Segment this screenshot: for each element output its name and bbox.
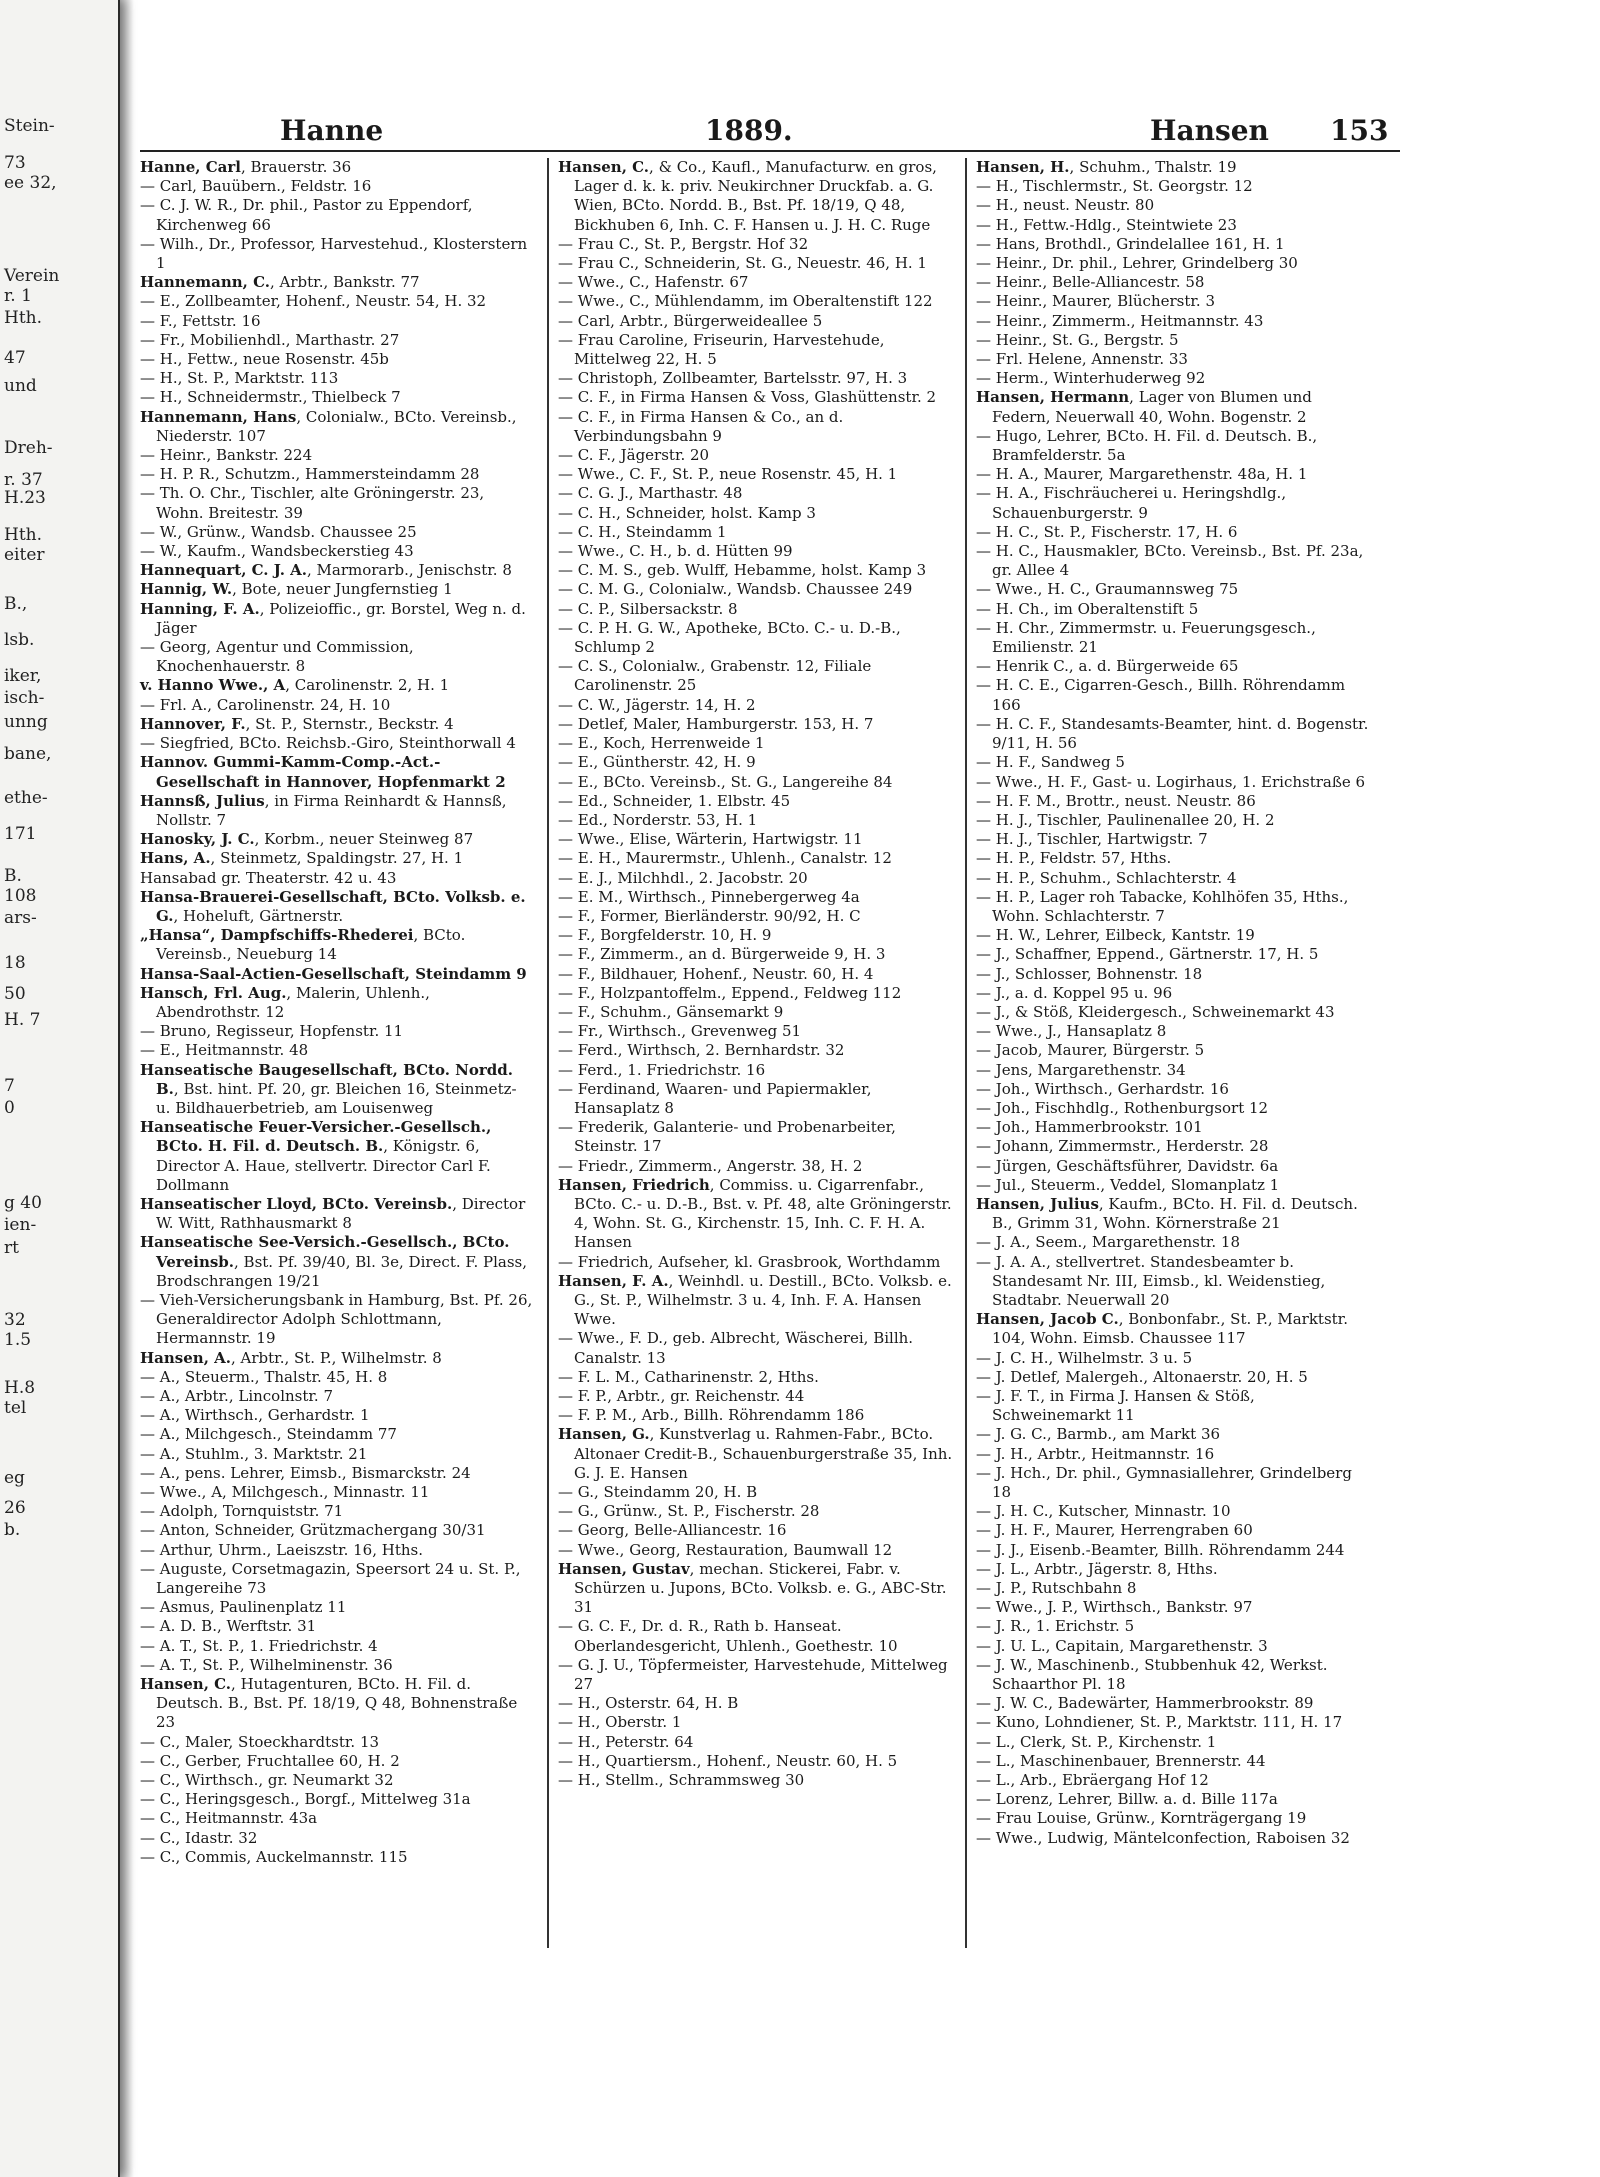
- directory-entry: — E., Zollbeamter, Hohenf., Neustr. 54, H. 32: [140, 292, 487, 311]
- facing-page-fragment: rt: [4, 1238, 19, 1258]
- directory-entry: — Hugo, Lehrer, BCto. H. Fil. d. Deutsch. B., Bramfelderstr. 5a: [976, 426, 1318, 465]
- directory-entry: — J. H., Arbtr., Heitmannstr. 16: [976, 1444, 1215, 1463]
- directory-entry: — J., & Stöß, Kleidergesch., Schweinemarkt 43: [976, 1002, 1335, 1021]
- facing-page-fragment: ethe-: [4, 788, 48, 808]
- directory-entry: Hannemann, Hans, Colonialw., BCto. Vereinsb., Niederstr. 107: [140, 407, 517, 445]
- directory-entry: — G., Grünw., St. P., Fischerstr. 28: [558, 1502, 820, 1521]
- directory-entry: — Heinr., Belle-Alliancestr. 58: [976, 273, 1205, 292]
- directory-entry: Hanseatischer Lloyd, BCto. Vereinsb., Director W. Witt, Rathhausmarkt 8: [140, 1194, 526, 1233]
- directory-entry: — G. J. U., Töpfermeister, Harvestehude, Mittelweg 27: [558, 1655, 948, 1694]
- directory-entry: — C. F., in Firma Hansen & Voss, Glashüttenstr. 2: [558, 388, 937, 407]
- directory-entry: Hanseatische Baugesellschaft, BCto. Nordd. B., Bst. hint. Pf. 20, gr. Bleichen 16, Steinmetz- u. Bildhauerbetrieb, am Louisenweg: [140, 1060, 517, 1117]
- directory-entry: — H. P., Lager roh Tabacke, Kohlhöfen 35, Hths., Wohn. Schlachterstr. 7: [976, 887, 1349, 925]
- directory-page: [140, 110, 1400, 1990]
- directory-entry: — H. P. R., Schutzm., Hammersteindamm 28: [140, 465, 480, 484]
- facing-page-fragment: 50: [4, 984, 26, 1004]
- directory-entry: — H. F., Sandweg 5: [976, 753, 1125, 772]
- directory-entry: — J. A., Seem., Margarethenstr. 18: [976, 1233, 1241, 1252]
- directory-entry: — J. R., 1. Erichstr. 5: [976, 1617, 1135, 1636]
- directory-entry: — C. M. S., geb. Wulff, Hebamme, holst. Kamp 3: [558, 561, 927, 580]
- directory-entry: — J., Schaffner, Eppend., Gärtnerstr. 17, H. 5: [976, 945, 1319, 964]
- directory-entry: — C. G. J., Marthastr. 48: [558, 484, 743, 503]
- directory-entry: — A., Stuhlm., 3. Marktstr. 21: [140, 1444, 368, 1463]
- directory-entry: — F., Borgfelderstr. 10, H. 9: [558, 926, 772, 945]
- directory-entry: — H., Stellm., Schrammsweg 30: [558, 1771, 805, 1790]
- directory-entry: — Friedr., Zimmerm., Angerstr. 38, H. 2: [558, 1156, 863, 1175]
- facing-page-fragment: 171: [4, 824, 37, 844]
- header-left: Hanne: [280, 114, 384, 147]
- directory-entry: — Wwe., H. C., Graumannsweg 75: [976, 580, 1239, 599]
- directory-entry: Hanosky, J. C., Korbm., neuer Steinweg 87: [140, 830, 474, 849]
- directory-entry: — Wwe., J., Hansaplatz 8: [976, 1022, 1167, 1041]
- directory-entry: — Lorenz, Lehrer, Billw. a. d. Bille 117a: [976, 1790, 1278, 1809]
- directory-entry: — Siegfried, BCto. Reichsb.-Giro, Steinthorwall 4: [140, 734, 516, 753]
- facing-page-fragment: H. 7: [4, 1010, 41, 1030]
- directory-entry: Hansen, H., Schuhm., Thalstr. 19: [976, 158, 1237, 176]
- directory-entry: Hansen, Gustav, mechan. Stickerei, Fabr. v. Schürzen u. Jupons, BCto. Volksb. e. G., ABC-Str. 31: [558, 1559, 947, 1617]
- directory-entry: — Frl. Helene, Annenstr. 33: [976, 350, 1188, 369]
- facing-page-fragment: B.,: [4, 594, 28, 614]
- facing-page-fragment: 32: [4, 1310, 26, 1330]
- column-rule-2: [965, 158, 967, 1948]
- directory-entry: — A. D. B., Werftstr. 31: [140, 1617, 317, 1636]
- directory-entry: — Jens, Margarethenstr. 34: [976, 1060, 1186, 1079]
- header-rule: [140, 150, 1400, 152]
- directory-entry: — Vieh-Versicherungsbank in Hamburg, Bst. Pf. 26, Generaldirector Adolph Schlottmann, Hermannstr. 19: [140, 1290, 533, 1348]
- directory-entry: — G., Steindamm 20, H. B: [558, 1483, 758, 1502]
- facing-page-fragment: Hth.: [4, 308, 43, 328]
- facing-page-fragment: 18: [4, 953, 26, 973]
- facing-page-fragment: eg: [4, 1468, 25, 1488]
- directory-entry: — H. A., Fischräucherei u. Heringshdlg., Schauenburgerstr. 9: [976, 484, 1287, 522]
- facing-page-fragment: r. 1: [4, 286, 32, 306]
- directory-entry: — J. U. L., Capitain, Margarethenstr. 3: [976, 1636, 1268, 1655]
- directory-entry: — A. T., St. P., Wilhelminenstr. 36: [140, 1655, 393, 1674]
- page-number: 153: [1330, 114, 1389, 147]
- directory-entry: — Frau Louise, Grünw., Kornträgergang 19: [976, 1809, 1307, 1828]
- directory-entry: — Frau C., Schneiderin, St. G., Neuestr. 46, H. 1: [558, 254, 927, 273]
- directory-entry: — H., Quartiersm., Hohenf., Neustr. 60, H. 5: [558, 1751, 898, 1770]
- directory-entry: — H. F. M., Brottr., neust. Neustr. 86: [976, 791, 1256, 810]
- directory-entry: — Wwe., Ludwig, Mäntelconfection, Raboisen 32: [976, 1828, 1350, 1847]
- directory-entry: — A. T., St. P., 1. Friedrichstr. 4: [140, 1636, 378, 1655]
- facing-page-fragment: 26: [4, 1498, 26, 1518]
- facing-page-fragment: 47: [4, 348, 26, 368]
- directory-entry: — A., Wirthsch., Gerhardstr. 1: [140, 1406, 370, 1425]
- directory-entry: — C. P., Silbersackstr. 8: [558, 599, 738, 618]
- directory-entry: — H., Schneidermstr., Thielbeck 7: [140, 388, 401, 407]
- facing-page-fragment: 7: [4, 1076, 15, 1096]
- directory-entry: — Wwe., C., Hafenstr. 67: [558, 273, 749, 292]
- directory-entry: — A., Milchgesch., Steindamm 77: [140, 1425, 397, 1444]
- directory-entry: — J. H. C., Kutscher, Minnastr. 10: [976, 1502, 1231, 1521]
- directory-entry: — F. L. M., Catharinenstr. 2, Hths.: [558, 1367, 819, 1386]
- directory-entry: — Heinr., Bankstr. 224: [140, 446, 313, 465]
- directory-entry: — Ferd., 1. Friedrichstr. 16: [558, 1060, 766, 1079]
- directory-entry: — F., Former, Bierländerstr. 90/92, H. C: [558, 906, 861, 925]
- directory-entry: — Bruno, Regisseur, Hopfenstr. 11: [140, 1022, 404, 1041]
- directory-entry: — H. W., Lehrer, Eilbeck, Kantstr. 19: [976, 926, 1255, 945]
- directory-entry: Hanning, F. A., Polizeioffic., gr. Borstel, Weg n. d. Jäger: [140, 599, 526, 637]
- directory-entry: — Wwe., Elise, Wärterin, Hartwigstr. 11: [558, 830, 863, 849]
- directory-entry: — H., Oberstr. 1: [558, 1713, 682, 1732]
- facing-page-fragment: eiter: [4, 545, 45, 565]
- header-year: 1889.: [705, 114, 793, 147]
- directory-entry: Hannov. Gummi-Kamm-Comp.-Act.-Gesellschaft in Hannover, Hopfenmarkt 2: [140, 753, 506, 791]
- facing-page-fragment: lsb.: [4, 630, 35, 650]
- directory-entry: — Adolph, Tornquiststr. 71: [140, 1502, 344, 1521]
- directory-entry: — Georg, Belle-Alliancestr. 16: [558, 1521, 787, 1540]
- directory-entry: Hannsß, Julius, in Firma Reinhardt & Hannsß, Nollstr. 7: [140, 791, 507, 829]
- facing-page-fragment: 1.5: [4, 1330, 32, 1350]
- directory-entry: — H., neust. Neustr. 80: [976, 196, 1155, 215]
- facing-page-fragment: B.: [4, 866, 22, 886]
- directory-entry: — C., Commis, Auckelmannstr. 115: [140, 1847, 408, 1866]
- facing-page-fragment: 73: [4, 153, 26, 173]
- directory-entry: Hansen, Hermann, Lager von Blumen und Federn, Neuerwall 40, Wohn. Bogenstr. 2: [976, 388, 1312, 426]
- directory-entry: — Joh., Hammerbrookstr. 101: [976, 1118, 1203, 1137]
- facing-page-fragment: bane,: [4, 744, 52, 764]
- directory-entry: — Herm., Winterhuderweg 92: [976, 369, 1206, 388]
- directory-entry: Hansa-Brauerei-Gesellschaft, BCto. Volksb. e. G., Hoheluft, Gärtnerstr.: [140, 887, 526, 925]
- directory-entry: — Wwe., Georg, Restauration, Baumwall 12: [558, 1540, 893, 1559]
- facing-page-fragment: b.: [4, 1520, 21, 1540]
- directory-entry: — Carl, Bauübern., Feldstr. 16: [140, 177, 372, 196]
- directory-entry: — E. M., Wirthsch., Pinnebergerweg 4a: [558, 887, 860, 906]
- directory-entry: — Ed., Schneider, 1. Elbstr. 45: [558, 791, 791, 810]
- directory-entry: — H. J., Tischler, Hartwigstr. 7: [976, 830, 1208, 849]
- facing-page-fragment: Dreh-: [4, 438, 53, 458]
- directory-entry: — Anton, Schneider, Grützmachergang 30/31: [140, 1521, 486, 1540]
- directory-entry: — Wwe., C. H., b. d. Hütten 99: [558, 542, 793, 561]
- directory-entry: — Asmus, Paulinenplatz 11: [140, 1598, 347, 1617]
- directory-entry: — Wwe., F. D., geb. Albrecht, Wäscherei, Billh. Canalstr. 13: [558, 1329, 914, 1367]
- directory-entry: — F. P. M., Arb., Billh. Röhrendamm 186: [558, 1406, 865, 1425]
- directory-entry: — Ferd., Wirthsch, 2. Bernhardstr. 32: [558, 1041, 845, 1060]
- directory-entry: Hannemann, C., Arbtr., Bankstr. 77: [140, 273, 420, 292]
- directory-entry: Hansch, Frl. Aug., Malerin, Uhlenh., Abendrothstr. 12: [140, 983, 430, 1021]
- directory-entry: — G. C. F., Dr. d. R., Rath b. Hanseat. Oberlandesgericht, Uhlenh., Goethestr. 10: [558, 1617, 898, 1655]
- directory-entry: — F., Zimmerm., an d. Bürgerweide 9, H. 3: [558, 945, 886, 964]
- facing-page-fragment: ars-: [4, 908, 37, 928]
- directory-entry: — E., Güntherstr. 42, H. 9: [558, 753, 756, 772]
- facing-page-fragment: 108: [4, 886, 37, 906]
- facing-page-fragment: Stein-: [4, 116, 55, 136]
- directory-entry: — Wwe., C., Mühlendamm, im Oberaltenstift 122: [558, 292, 933, 311]
- directory-entry: Hansa-Saal-Actien-Gesellschaft, Steindamm 9: [140, 964, 527, 983]
- directory-entry: — Henrik C., a. d. Bürgerweide 65: [976, 657, 1239, 676]
- directory-entry: Hanne, Carl, Brauerstr. 36: [140, 158, 352, 176]
- directory-entry: — H., Osterstr. 64, H. B: [558, 1694, 739, 1713]
- directory-entry: — J. W. C., Badewärter, Hammerbrookstr. 89: [976, 1694, 1314, 1713]
- directory-entry: — Fr., Wirthsch., Grevenweg 51: [558, 1022, 802, 1041]
- directory-entry: — L., Clerk, St. P., Kirchenstr. 1: [976, 1732, 1217, 1751]
- directory-entry: — E., Heitmannstr. 48: [140, 1041, 309, 1060]
- directory-entry: — Wwe., A, Milchgesch., Minnastr. 11: [140, 1483, 430, 1502]
- directory-entry: — Auguste, Corsetmagazin, Speersort 24 u. St. P., Langereihe 73: [140, 1559, 521, 1598]
- directory-entry: — F., Schuhm., Gänsemarkt 9: [558, 1002, 784, 1021]
- directory-entry: — C., Maler, Stoeckhardtstr. 13: [140, 1732, 380, 1751]
- directory-entry: — J. Detlef, Malergeh., Altonaerstr. 20, H. 5: [976, 1367, 1308, 1386]
- facing-page-fragment: H.8: [4, 1378, 36, 1398]
- directory-entry: — Arthur, Uhrm., Laeiszstr. 16, Hths.: [140, 1540, 424, 1559]
- directory-entry: — J., a. d. Koppel 95 u. 96: [976, 983, 1173, 1002]
- directory-entry: — H. P., Feldstr. 57, Hths.: [976, 849, 1172, 868]
- directory-entry: — Jacob, Maurer, Bürgerstr. 5: [976, 1041, 1205, 1060]
- facing-page-fragment: unng: [4, 712, 48, 732]
- running-header: [140, 110, 1400, 150]
- directory-entry: — H., St. P., Marktstr. 113: [140, 369, 339, 388]
- directory-entry: Hansen, C., & Co., Kaufl., Manufacturw. en gros, Lager d. k. k. priv. Neukirchner Druckfab. a. G. Wien, BCto. Nordd. B., Bst. Pf. 18/19, Q 48, Bickhuben 6, Inh. C. F. Hansen u. J. H. C. Ruge: [558, 158, 937, 234]
- directory-entry: — C. S., Colonialw., Grabenstr. 12, Filiale Carolinenstr. 25: [558, 657, 872, 695]
- directory-entry: Hanseatische Feuer-Versicher.-Gesellsch., BCto. H. Fil. d. Deutsch. B., Königstr. 6, Director A. Haue, stellvertr. Director Carl F. Dollmann: [140, 1118, 492, 1194]
- facing-page-fragment: Verein: [4, 266, 60, 286]
- directory-entry: — H. P., Schuhm., Schlachterstr. 4: [976, 868, 1237, 887]
- directory-entry: — Frau C., St. P., Bergstr. Hof 32: [558, 234, 809, 253]
- directory-entry: — J. C. H., Wilhelmstr. 3 u. 5: [976, 1348, 1193, 1367]
- facing-page-fragment: isch-: [4, 688, 45, 708]
- directory-entry: — Wwe., H. F., Gast- u. Logirhaus, 1. Erichstraße 6: [976, 772, 1366, 791]
- directory-entry: — E., Koch, Herrenweide 1: [558, 734, 765, 753]
- header-right: Hansen: [1150, 114, 1269, 147]
- directory-entry: Hanseatische See-Versich.-Gesellsch., BCto. Vereinsb., Bst. Pf. 39/40, Bl. 3e, Direct. F. Plass, Brodschrangen 19/21: [140, 1233, 527, 1290]
- directory-entry: — F., Fettstr. 16: [140, 311, 261, 330]
- directory-entry: — C., Wirthsch., gr. Neumarkt 32: [140, 1771, 394, 1790]
- directory-entry: Hansen, A., Arbtr., St. P., Wilhelmstr. 8: [140, 1348, 442, 1367]
- facing-page-fragment: Hth.: [4, 525, 43, 545]
- directory-entry: — C. M. G., Colonialw., Wandsb. Chaussee 249: [558, 580, 913, 599]
- facing-page-fragment: ien-: [4, 1215, 37, 1235]
- directory-entry: — Christoph, Zollbeamter, Bartelsstr. 97, H. 3: [558, 369, 908, 388]
- facing-page-fragment: H.23: [4, 488, 46, 508]
- directory-entry: — Carl, Arbtr., Bürgerweideallee 5: [558, 311, 823, 330]
- directory-entry: — H. C. F., Standesamts-Beamter, hint. d. Bogenstr. 9/11, H. 56: [976, 714, 1369, 753]
- directory-entry: — H. J., Tischler, Paulinenallee 20, H. 2: [976, 810, 1275, 829]
- directory-entry: — Johann, Zimmermstr., Herderstr. 28: [976, 1137, 1269, 1156]
- directory-entry: — Frl. A., Carolinenstr. 24, H. 10: [140, 695, 391, 714]
- directory-entry: — Joh., Fischhdlg., Rothenburgsort 12: [976, 1098, 1269, 1117]
- directory-entry: — J. H. F., Maurer, Herrengraben 60: [976, 1521, 1253, 1540]
- directory-entry: — Wwe., J. P., Wirthsch., Bankstr. 97: [976, 1598, 1253, 1617]
- directory-entry: — C. W., Jägerstr. 14, H. 2: [558, 695, 756, 714]
- directory-entry: — H. C., Hausmakler, BCto. Vereinsb., Bst. Pf. 23a, gr. Allee 4: [976, 542, 1364, 580]
- directory-entry: — H. C. E., Cigarren-Gesch., Billh. Röhrendamm 166: [976, 676, 1346, 714]
- directory-entry: — H. A., Maurer, Margarethenstr. 48a, H. 1: [976, 465, 1308, 484]
- directory-entry: — C. F., in Firma Hansen & Co., an d. Verbindungsbahn 9: [558, 407, 844, 445]
- directory-entry: — Heinr., Maurer, Blücherstr. 3: [976, 292, 1215, 311]
- directory-entry: — Friedrich, Aufseher, kl. Grasbrook, Worthdamm: [558, 1252, 941, 1271]
- directory-entry: — E. J., Milchhdl., 2. Jacobstr. 20: [558, 868, 808, 887]
- directory-entry: — A., Steuerm., Thalstr. 45, H. 8: [140, 1367, 388, 1386]
- directory-entry: — Ferdinand, Waaren- und Papiermakler, Hansaplatz 8: [558, 1079, 872, 1117]
- directory-entry: — H., Peterstr. 64: [558, 1732, 694, 1751]
- directory-entry: — W., Grünw., Wandsb. Chaussee 25: [140, 522, 417, 541]
- directory-entry: — E. H., Maurermstr., Uhlenh., Canalstr. 12: [558, 849, 892, 868]
- directory-entry: — C., Idastr. 32: [140, 1828, 258, 1847]
- directory-entry: — F., Holzpantoffelm., Eppend., Feldweg 112: [558, 983, 902, 1002]
- directory-entry: — Heinr., Dr. phil., Lehrer, Grindelberg 30: [976, 254, 1298, 273]
- directory-entry: — Frederik, Galanterie- und Probenarbeiter, Steinstr. 17: [558, 1118, 896, 1156]
- facing-page-fragment: 0: [4, 1098, 15, 1118]
- directory-entry: Hansen, G., Kunstverlag u. Rahmen-Fabr., BCto. Altonaer Credit-B., Schauenburgerstraße 35, Inh. G. J. E. Hansen: [558, 1425, 953, 1482]
- directory-entry: — H. Ch., im Oberaltenstift 5: [976, 599, 1199, 618]
- directory-entry: — C. P. H. G. W., Apotheke, BCto. C.- u. D.-B., Schlump 2: [558, 618, 901, 657]
- facing-page-edge: [0, 0, 120, 2177]
- directory-entry: Hansen, Julius, Kaufm., BCto. H. Fil. d. Deutsch. B., Grimm 31, Wohn. Körnerstraße 21: [976, 1194, 1358, 1233]
- facing-page-fragment: tel: [4, 1398, 27, 1418]
- directory-entry: — Jul., Steuerm., Veddel, Slomanplatz 1: [976, 1175, 1280, 1194]
- directory-entry: — Fr., Mobilienhdl., Marthastr. 27: [140, 330, 400, 349]
- directory-entry: — J. A. A., stellvertret. Standesbeamter b. Standesamt Nr. III, Eimsb., kl. Weidenstieg, Stadtabr. Neuerwall 20: [976, 1252, 1326, 1309]
- directory-entry: — Th. O. Chr., Tischler, alte Gröningerstr. 23, Wohn. Breitestr. 39: [140, 484, 485, 522]
- directory-entry: — Wwe., C. F., St. P., neue Rosenstr. 45, H. 1: [558, 465, 898, 484]
- directory-entry: — Kuno, Lohndiener, St. P., Marktstr. 111, H. 17: [976, 1713, 1343, 1732]
- book-gutter: [120, 0, 134, 2177]
- directory-entry: — C. H., Schneider, holst. Kamp 3: [558, 503, 816, 522]
- directory-entry: — H., Fettw., neue Rosenstr. 45b: [140, 350, 389, 369]
- column-2: [558, 158, 953, 1790]
- directory-entry: — C. F., Jägerstr. 20: [558, 446, 710, 465]
- directory-entry: „Hansa“, Dampfschiffs-Rhederei, BCto. Vereinsb., Neueburg 14: [140, 926, 466, 964]
- directory-entry: — H. C., St. P., Fischerstr. 17, H. 6: [976, 522, 1238, 541]
- directory-entry: Hannover, F., St. P., Sternstr., Beckstr. 4: [140, 714, 454, 733]
- directory-entry: — J. P., Rutschbahn 8: [976, 1579, 1137, 1598]
- directory-entry: — Heinr., St. G., Bergstr. 5: [976, 330, 1179, 349]
- directory-entry: — Heinr., Zimmerm., Heitmannstr. 43: [976, 311, 1264, 330]
- directory-entry: — J. W., Maschinenb., Stubbenhuk 42, Werkst. Schaarthor Pl. 18: [976, 1655, 1328, 1694]
- directory-entry: — H., Tischlermstr., St. Georgstr. 12: [976, 177, 1253, 196]
- directory-entry: — C., Heitmannstr. 43a: [140, 1809, 318, 1828]
- facing-page-fragment: ee 32,: [4, 173, 57, 193]
- directory-entry: — Jürgen, Geschäftsführer, Davidstr. 6a: [976, 1156, 1279, 1175]
- directory-entry: Hannig, W., Bote, neuer Jungfernstieg 1: [140, 580, 453, 599]
- directory-entry: — A., Arbtr., Lincolnstr. 7: [140, 1387, 334, 1405]
- directory-entry: Hansen, F. A., Weinhdl. u. Destill., BCto. Volksb. e. G., St. P., Wilhelmstr. 3 u. 4, Inh. F. A. Hansen Wwe.: [558, 1271, 952, 1329]
- column-rule-1: [547, 158, 549, 1948]
- directory-entry: — C. J. W. R., Dr. phil., Pastor zu Eppendorf, Kirchenweg 66: [140, 196, 473, 234]
- directory-entry: — J. L., Arbtr., Jägerstr. 8, Hths.: [976, 1559, 1218, 1578]
- directory-entry: — J., Schlosser, Bohnenstr. 18: [976, 964, 1203, 983]
- directory-entry: — W., Kaufm., Wandsbeckerstieg 43: [140, 542, 414, 561]
- directory-entry: — L., Arb., Ebräergang Hof 12: [976, 1771, 1209, 1790]
- directory-entry: Hansen, C., Hutagenturen, BCto. H. Fil. d. Deutsch. B., Bst. Pf. 18/19, Q 48, Bohnenstraße 23: [140, 1675, 518, 1732]
- directory-entry: — Wilh., Dr., Professor, Harvestehud., Klosterstern 1: [140, 234, 528, 273]
- directory-entry: — A., pens. Lehrer, Eimsb., Bismarckstr. 24: [140, 1463, 471, 1482]
- directory-entry: — Frau Caroline, Friseurin, Harvestehude, Mittelweg 22, H. 5: [558, 330, 885, 369]
- directory-entry: — C., Gerber, Fruchtallee 60, H. 2: [140, 1751, 400, 1770]
- directory-entry: v. Hanno Wwe., A, Carolinenstr. 2, H. 1: [140, 676, 450, 695]
- facing-page-fragment: iker,: [4, 666, 42, 686]
- directory-entry: Hannequart, C. J. A., Marmorarb., Jenischstr. 8: [140, 561, 512, 580]
- directory-entry: — J. Hch., Dr. phil., Gymnasiallehrer, Grindelberg 18: [976, 1463, 1352, 1502]
- directory-entry: — Joh., Wirthsch., Gerhardstr. 16: [976, 1079, 1229, 1098]
- directory-entry: — Georg, Agentur und Commission, Knochenhauerstr. 8: [140, 638, 414, 676]
- directory-entry: — H. Chr., Zimmermstr. u. Feuerungsgesch., Emilienstr. 21: [976, 618, 1316, 657]
- directory-entry: — L., Maschinenbauer, Brennerstr. 44: [976, 1751, 1266, 1770]
- directory-entry: Hansen, Jacob C., Bonbonfabr., St. P., Marktstr. 104, Wohn. Eimsb. Chaussee 117: [976, 1310, 1348, 1348]
- column-3: [976, 158, 1371, 1848]
- directory-entry: — C., Heringsgesch., Borgf., Mittelweg 31a: [140, 1790, 471, 1809]
- directory-entry: Hansabad gr. Theaterstr. 42 u. 43: [140, 868, 397, 887]
- directory-entry: — Ed., Norderstr. 53, H. 1: [558, 810, 758, 829]
- directory-entry: — Hans, Brothdl., Grindelallee 161, H. 1: [976, 234, 1285, 253]
- directory-entry: — F. P., Arbtr., gr. Reichenstr. 44: [558, 1387, 805, 1405]
- directory-entry: — C. H., Steindamm 1: [558, 522, 727, 541]
- directory-entry: — J. J., Eisenb.-Beamter, Billh. Röhrendamm 244: [976, 1540, 1345, 1559]
- directory-entry: — H., Fettw.-Hdlg., Steintwiete 23: [976, 215, 1237, 234]
- column-1: [140, 158, 535, 1867]
- directory-entry: Hansen, Friedrich, Commiss. u. Cigarrenfabr., BCto. C.- u. D.-B., Bst. v. Pf. 48, alte Gröningerstr. 4, Wohn. St. G., Kirchenstr. 15, Inh. C. F. H. A. Hansen: [558, 1175, 952, 1252]
- directory-entry: — J. G. C., Barmb., am Markt 36: [976, 1425, 1221, 1444]
- directory-entry: Hans, A., Steinmetz, Spaldingstr. 27, H. 1: [140, 849, 464, 868]
- directory-entry: — F., Bildhauer, Hohenf., Neustr. 60, H. 4: [558, 964, 874, 983]
- directory-entry: — Detlef, Maler, Hamburgerstr. 153, H. 7: [558, 714, 874, 733]
- directory-entry: — E., BCto. Vereinsb., St. G., Langereihe 84: [558, 772, 893, 791]
- facing-page-fragment: und: [4, 376, 37, 396]
- facing-page-fragment: g 40: [4, 1193, 42, 1213]
- facing-page-fragment: r. 37: [4, 470, 43, 490]
- directory-entry: — J. F. T., in Firma J. Hansen & Stöß, Schweinemarkt 11: [976, 1387, 1255, 1425]
